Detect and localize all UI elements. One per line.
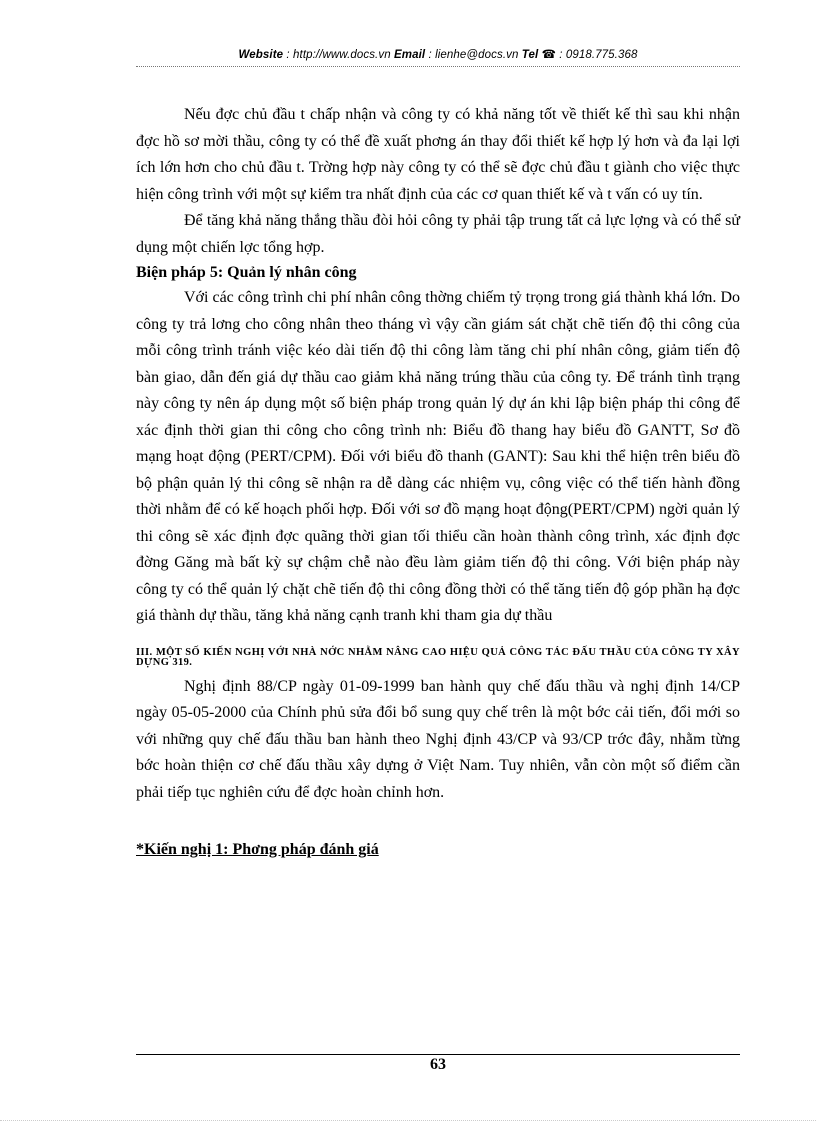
email-label: Email xyxy=(394,49,426,61)
paragraph-decrees: Nghị định 88/CP ngày 01-09-1999 ban hành quy chế đấu thầu và nghị định 14/CP ngày 05-05-2000 của Chính phủ sửa đổi bổ sung quy chế trên là một bớc cải tiến, đổi mới so với những quy chế đấu thầu ban hành theo Nghị định 43/CP và 93/CP trớc đây, nhằm từng bớc hoàn thiện cơ chế đấu thầu xây dựng ở Việt Nam. Tuy nhiên, vẫn còn một số điểm cần phải tiếp tục nghiên cứu để đợc hoàn chỉnh hơn. xyxy=(136,677,740,801)
section-heading-recommendations: III. MỘT SỐ KIẾN NGHỊ VỚI NHÀ NỚC NHẰM NÂNG CAO HIỆU QUẢ CÔNG TÁC ĐẤU THẦU CỦA CÔNG TY XÂY DỰNG 319. xyxy=(136,646,740,668)
email-value: : lienhe@docs.vn xyxy=(425,49,522,61)
website-label: Website xyxy=(238,49,284,61)
page-number: 63 xyxy=(430,1056,446,1073)
header-divider xyxy=(136,66,740,67)
tel-value: ☎ : 0918.775.368 xyxy=(538,49,638,61)
page-body xyxy=(136,102,740,862)
paragraph-labor-management: Với các công trình chi phí nhân công thờng chiếm tỷ trọng trong giá thành khá lớn. Do công ty trả lơng cho công nhân theo tháng vì vậy cần giám sát chặt chẽ tiến độ thi công của mỗi công trình tránh việc kéo dài tiến độ thi công làm tăng chi phí nhân công, giảm tiến độ bàn giao, dẫn đến giá dự thầu cao giảm khả năng trúng thầu của công ty. Để tránh tình trạng này công ty nên áp dụng một số biện pháp trong quản lý dự án khi lập biện pháp thi công để xác định thời gian thi công cho công trình nh: Biểu đồ thang hay biểu đồ GANTT, Sơ đồ mạng hoạt động (PERT/CPM). Đối với biểu đồ thanh (GANT): Sau khi thể hiện trên biểu đồ bộ phận quản lý thi công sẽ nhận ra dễ dàng các nhiệm vụ, công việc có thể tiến hành đồng thời nhằm để có kế hoạch phối hợp. Đối với sơ đồ mạng hoạt động(PERT/CPM) ngời quản lý thi công sẽ xác định đợc quãng thời gian tối thiểu cần hoàn thành công trình, xác định đợc đờng Găng mà bất kỳ sự chậm chễ nào đều làm giảm tiến độ thi công. Với biện pháp này công ty có thể quản lý chặt chẽ tiến độ thi công đồng thời có thể tăng tiến độ góp phần hạ đợc giá thành dự thầu, tăng khả năng cạnh tranh khi tham gia dự thầu xyxy=(136,289,740,624)
footer-divider xyxy=(136,1054,740,1055)
website-value: : http://www.docs.vn xyxy=(283,49,394,61)
heading-measure-5: Biện pháp 5: Quản lý nhân công xyxy=(136,264,357,281)
page-header xyxy=(136,47,740,61)
paragraph-design-proposal: Nếu đợc chủ đầu t chấp nhận và công ty có khả năng tốt về thiết kế thì sau khi nhận đợc hồ sơ mời thầu, công ty có thể đề xuất phơng án thay đổi thiết kế hợp lý hơn và đa lại lợi ích lớn hơn cho chủ đầu t. Trờng hợp này công ty có thể sẽ đợc chủ đầu t giành cho việc thực hiện công trình với một sự kiểm tra nhất định của các cơ quan thiết kế và t vấn có uy tín. xyxy=(136,106,740,203)
tel-label: Tel xyxy=(521,49,539,61)
paragraph-winning-strategy: Để tăng khả năng thắng thầu đòi hỏi công ty phải tập trung tất cả lực lợng và có thể sử dụng một chiến lợc tổng hợp. xyxy=(136,212,740,256)
page-bottom-border xyxy=(0,1120,816,1121)
sub-heading-recommendation-1: *Kiến nghị 1: Phơng pháp đánh giá xyxy=(136,841,379,858)
